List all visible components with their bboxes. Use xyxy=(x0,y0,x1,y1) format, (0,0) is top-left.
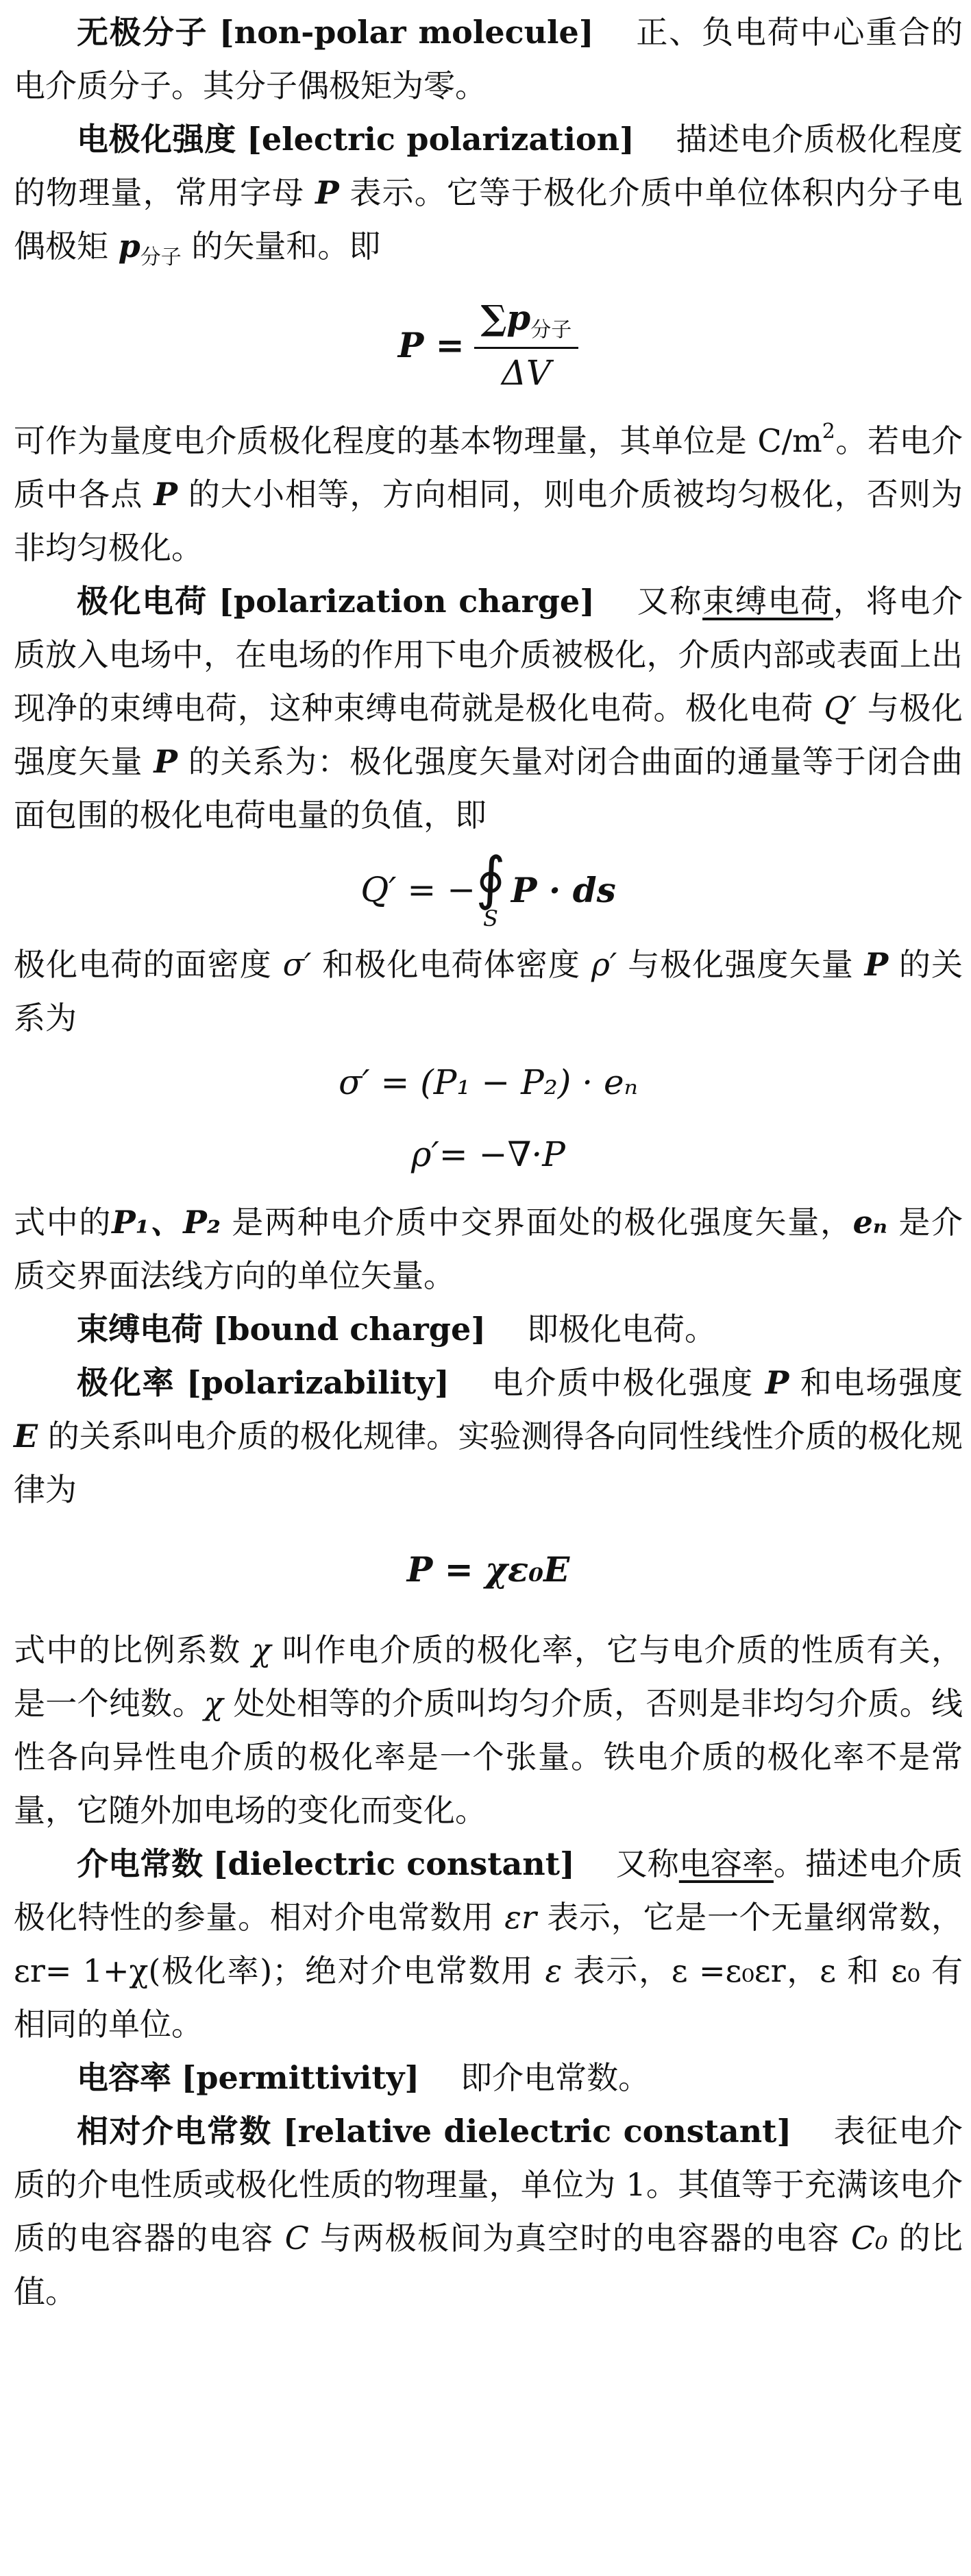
entry-relative-dielectric-constant: 相对介电常数 [relative dielectric constant] 表征电介质的介电性质或极化性质的物理量，单位为 1。其值等于充满该电介质的电容器的电容 C 与两极板间为真空时的电容器的电容 C₀ 的比值。 xyxy=(14,2113,963,2310)
entry-term: 极化电荷 xyxy=(77,583,208,620)
symbol-epsilon: ε xyxy=(545,1952,563,1989)
subscript-fenzi: 分子 xyxy=(140,245,182,269)
entry-bound-charge xyxy=(14,1302,963,1356)
symbol-E: E xyxy=(14,1418,38,1455)
formula-surface-density: σ′ = (P₁ − P₂) · eₙ xyxy=(339,1062,638,1102)
entry-permittivity xyxy=(14,2051,963,2104)
symbol-chi: χ xyxy=(251,1631,271,1668)
cross-reference-link[interactable]: 电容率 xyxy=(678,1845,774,1882)
entry-english-term: [relative dielectric constant] xyxy=(282,2113,792,2150)
entry-continuation: 极化电荷的面密度 σ′ 和极化电荷体密度 ρ′ 与极化强度矢量 P 的关系为 xyxy=(14,946,963,1036)
entry-english-term: [electric polarization] xyxy=(247,121,635,158)
entry-definition: 即极化电荷。 xyxy=(527,1311,716,1348)
symbol-P: P xyxy=(765,1364,789,1401)
entry-english-term: [polarizability] xyxy=(186,1364,450,1401)
entry-term: 极化率 xyxy=(77,1364,175,1401)
entry-polarizability: 极化率 [polarizability] 电介质中极化强度 P 和电场强度 E 的关系叫电介质的极化规律。实验测得各向同性线性介质的极化规律为 xyxy=(14,1364,963,1508)
entry-definition: 表示。它等于极化介质中单位体积内分子电偶极矩 xyxy=(14,174,963,265)
entry-english-term: [dielectric constant] xyxy=(212,1845,575,1882)
symbol-epsilon-r: εr xyxy=(504,1899,537,1936)
entry-term: 电极化强度 xyxy=(77,121,236,158)
entry-term: 介电常数 xyxy=(77,1845,204,1882)
entry-continuation: 式中的P₁、P₂ 是两种电介质中交界面处的极化强度矢量，eₙ 是介质交界面法线方向的单位矢量。 xyxy=(14,1204,963,1294)
cross-reference-link[interactable]: 束缚电荷 xyxy=(702,583,833,620)
closed-surface-integral: ∮ S xyxy=(476,845,506,932)
entry-term: 相对介电常数 xyxy=(77,2113,272,2150)
symbol-C0: C₀ xyxy=(850,2220,888,2257)
entry-english-term: [bound charge] xyxy=(212,1311,486,1348)
formula-denominator: ΔV xyxy=(501,352,552,393)
formula-polarization xyxy=(14,284,963,405)
symbol-Q-prime: Q′ xyxy=(824,690,857,727)
entry-definition: 正、负电荷中心重合的电介质分子。其分子偶极矩为零。 xyxy=(14,14,963,104)
symbol-P: P xyxy=(864,946,889,983)
entry-polarization-charge: 极化电荷 [polarization charge] 又称束缚电荷，将电介质放入电场中，在电场的作用下电介质被极化，介质内部或表面上出现净的束缚电荷，这种束缚电荷就是极化电荷。极化电荷 Q′ 与极化强度矢量 P 的关系为：极化强度矢量对闭合曲面的通量等于闭合曲面包围的极化电荷电量的负值，即 xyxy=(14,583,963,834)
entry-english-term: [permittivity] xyxy=(181,2059,420,2096)
symbol-P: P xyxy=(153,476,177,513)
symbol-sigma-prime: σ′ xyxy=(282,946,312,983)
formula-lhs: P = xyxy=(397,324,465,365)
symbol-P: P xyxy=(315,174,339,211)
formula-volume-density: ρ′= −∇·P xyxy=(411,1134,565,1174)
entry-term: 无极分子 xyxy=(77,14,208,51)
formula-polarization-law: P = χε₀E xyxy=(406,1549,570,1590)
entry-english-term: [polarization charge] xyxy=(219,583,595,620)
symbol-chi: χ xyxy=(204,1685,223,1722)
entry-term: 束缚电荷 xyxy=(77,1311,203,1348)
symbol-en: eₙ xyxy=(852,1204,887,1241)
unit-exponent: 2 xyxy=(822,420,835,443)
entry-electric-polarization xyxy=(14,112,963,284)
entry-definition: 的矢量和。即 xyxy=(191,228,381,265)
symbol-p: p xyxy=(118,228,140,265)
symbol-P1-P2: P₁、P₂ xyxy=(112,1204,221,1241)
entry-nonpolar-molecule xyxy=(14,5,963,112)
entry-definition: 描述电介质极化程度的物理量，常用字母 xyxy=(14,121,963,211)
entry-continuation: 式中的比例系数 χ 叫作电介质的极化率，它与电介质的性质有关，是一个纯数。χ 处处相等的介质叫均匀介质，否则是非均匀介质。线性各向异性电介质的极化率是一个张量。铁电介质的极化率不是常量，它随外加电场的变化而变化。 xyxy=(14,1631,963,1829)
symbol-P: P xyxy=(153,743,177,780)
formula-fraction xyxy=(474,297,579,393)
entry-continuation: 可作为量度电介质极化程度的基本物理量，其单位是 $C/m^2$。若电介质中各点 P 的大小相等，方向相同，则电介质被均匀极化，否则为非均匀极化。 xyxy=(14,420,963,566)
entry-english-term: [non-polar molecule] xyxy=(219,14,594,51)
entry-dielectric-constant: 介电常数 [dielectric constant] 又称电容率。描述电介质极化特性的参量。相对介电常数用 εr 表示，它是一个无量纲常数，εr= 1+χ(极化率)；绝对介电常数用 ε 表示，ε =ε₀εr，ε 和 ε₀ 有相同的单位。 xyxy=(14,1845,963,2043)
entry-definition: 即介电常数。 xyxy=(460,2059,650,2096)
formula-numerator: $\sum p_{分子}$ xyxy=(474,297,579,349)
symbol-rho-prime: ρ′ xyxy=(591,946,617,983)
formula-gauss-polarization: Q′ = − ∮ S P · ds xyxy=(360,845,616,932)
symbol-C: C xyxy=(284,2220,309,2257)
entry-term: 电容率 xyxy=(77,2059,171,2096)
